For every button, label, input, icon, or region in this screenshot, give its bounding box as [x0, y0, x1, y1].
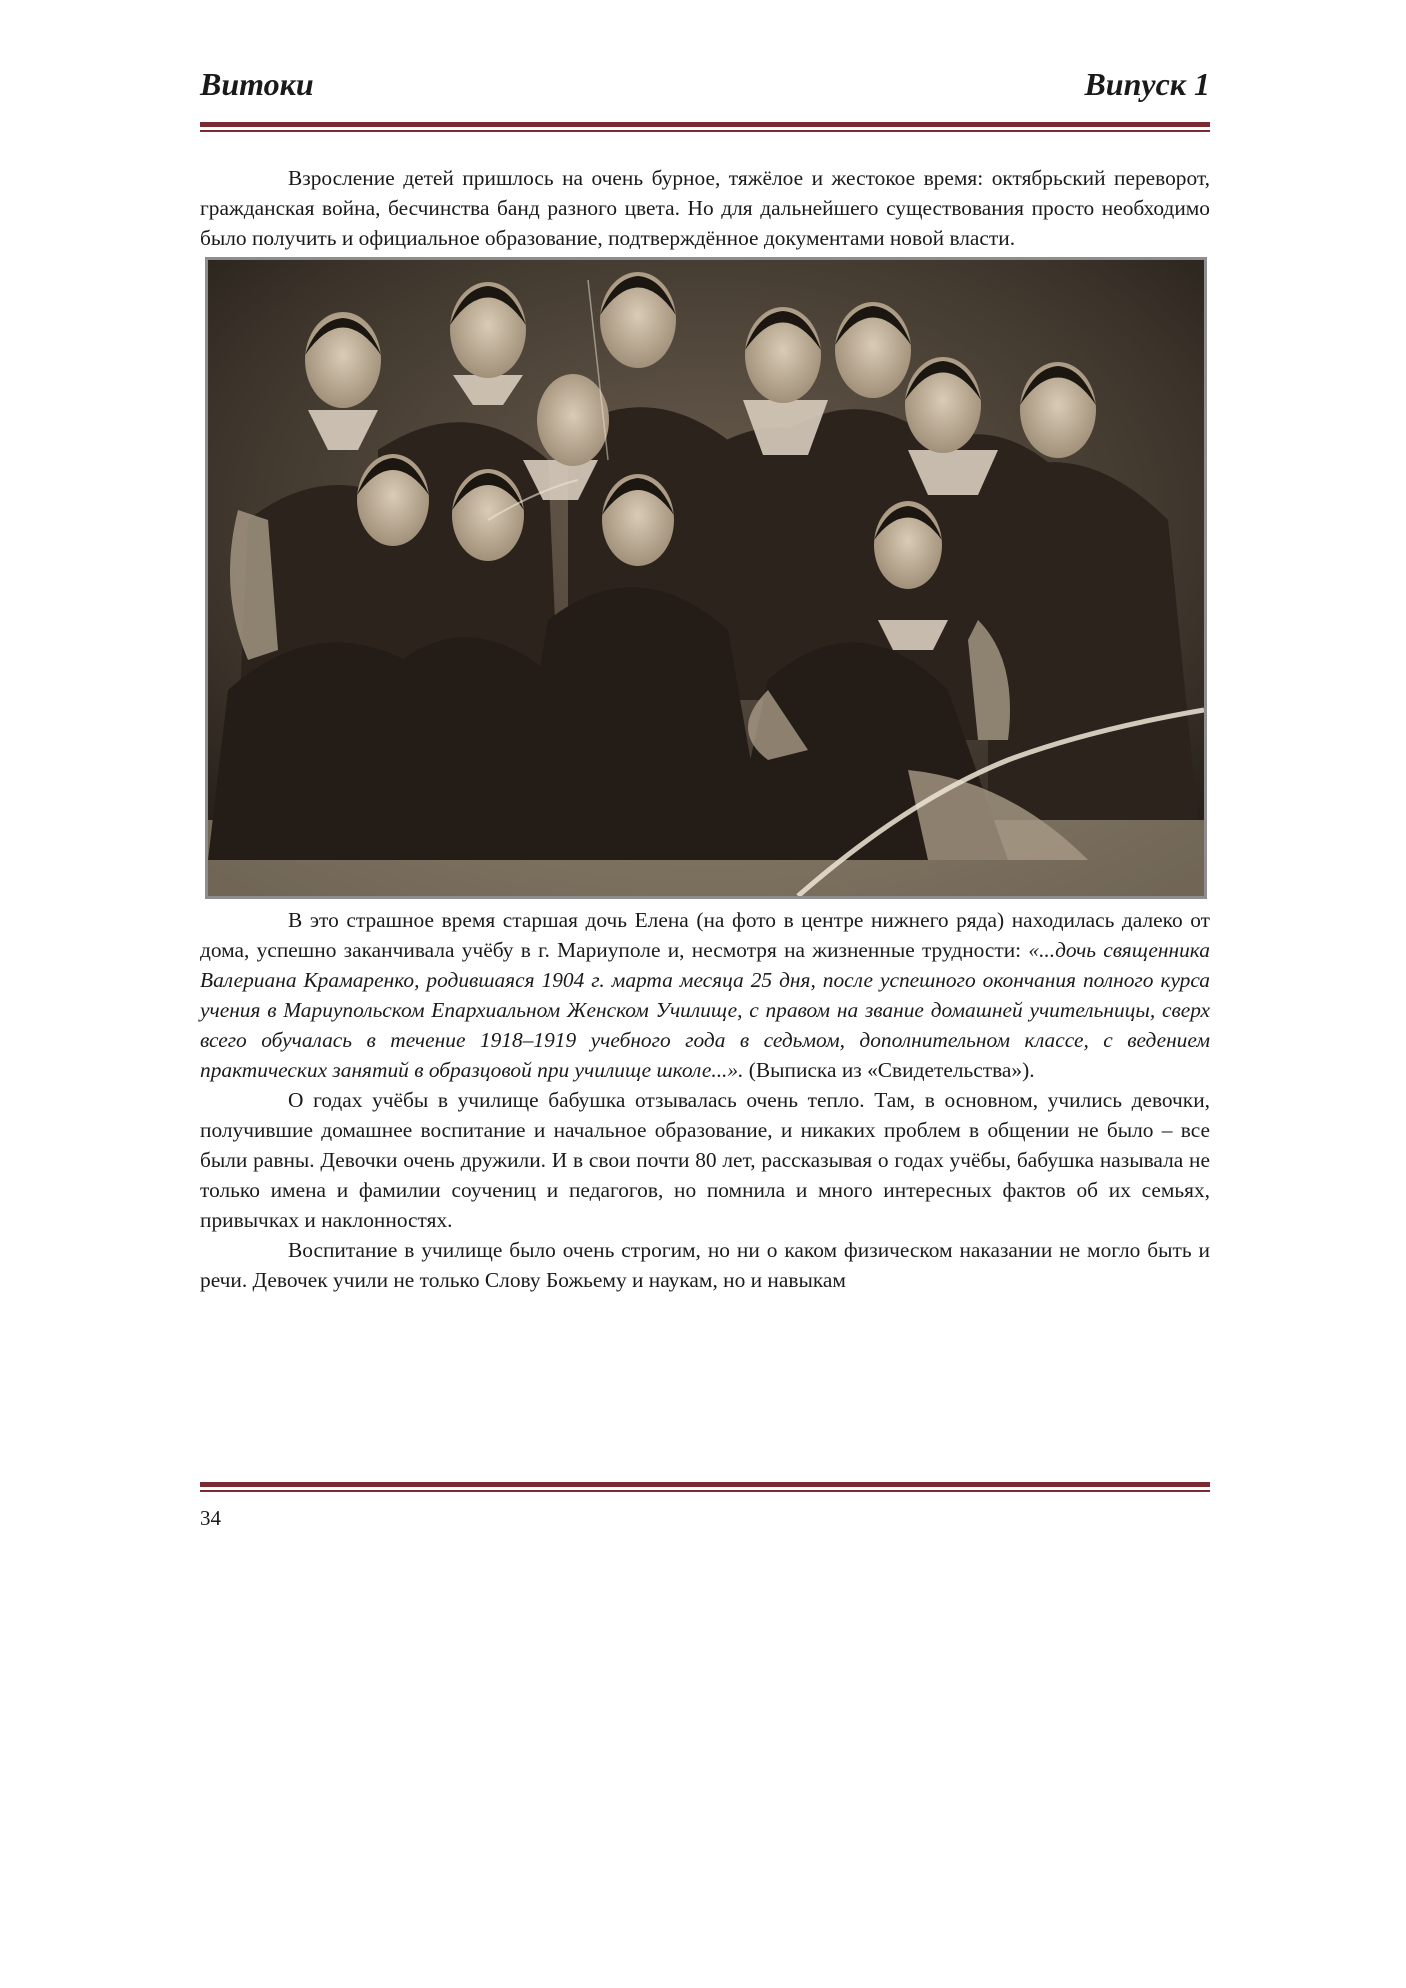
group-photo-illustration — [208, 260, 1204, 896]
footer-rule — [200, 1482, 1210, 1492]
certificate-quote: «...дочь священника Валериана Крамаренко, родившаяся 1904 г. марта месяца 25 дня, после успешного окончания полного курса учения в Мариупольском Епархиальном Женском Училище, с правом на звание домашней учительницы, сверх всего обучалась в течение 1918–1919 учебного года в седьмом, дополнительном классе, с ведением практических занятий в образцовой при училище школе...». — [200, 938, 1210, 1082]
group-photo — [205, 257, 1207, 899]
paragraph-2-lead: В это страшное время старшая дочь Елена (на фото в центре нижнего ряда) находилась далеко от дома, успешно заканчивала учёбу в г. Мариуполе и, несмотря на жизненные трудности: — [200, 908, 1210, 962]
paragraph-2-tail: (Выписка из «Свидетельства»). — [743, 1058, 1035, 1082]
paragraph-4: Воспитание в училище было очень строгим, но ни о каком физическом наказании не могло быть и речи. Девочек учили не только Слову Божьему и наукам, но и навыкам — [200, 1238, 1210, 1292]
running-header — [200, 66, 1210, 106]
paragraph-1: Взросление детей пришлось на очень бурное, тяжёлое и жестокое время: октябрьский переворот, гражданская война, бесчинства банд разного цвета. Но для дальнейшего существования просто необходимо было получить и официальное образование, подтверждённое документами новой власти. — [200, 166, 1210, 250]
journal-title: Витоки — [200, 66, 314, 102]
header-rule — [200, 122, 1210, 132]
page-body — [200, 163, 1210, 1295]
paragraph-2 — [200, 905, 1210, 1085]
paragraph-3: О годах учёбы в училище бабушка отзывалась очень тепло. Там, в основном, учились девочки, получившие домашнее воспитание и начальное образование, и никаких проблем в общении не было – все были равны. Девочки очень дружили. И в свои почти 80 лет, рассказывая о годах учёбы, бабушка называла не только имена и фамилии соучениц и педагогов, но помнила и много интересных фактов об их семьях, привычках и наклонностях. — [200, 1088, 1210, 1232]
page-number: 34 — [200, 1506, 221, 1530]
issue-label: Випуск 1 — [1084, 66, 1210, 102]
